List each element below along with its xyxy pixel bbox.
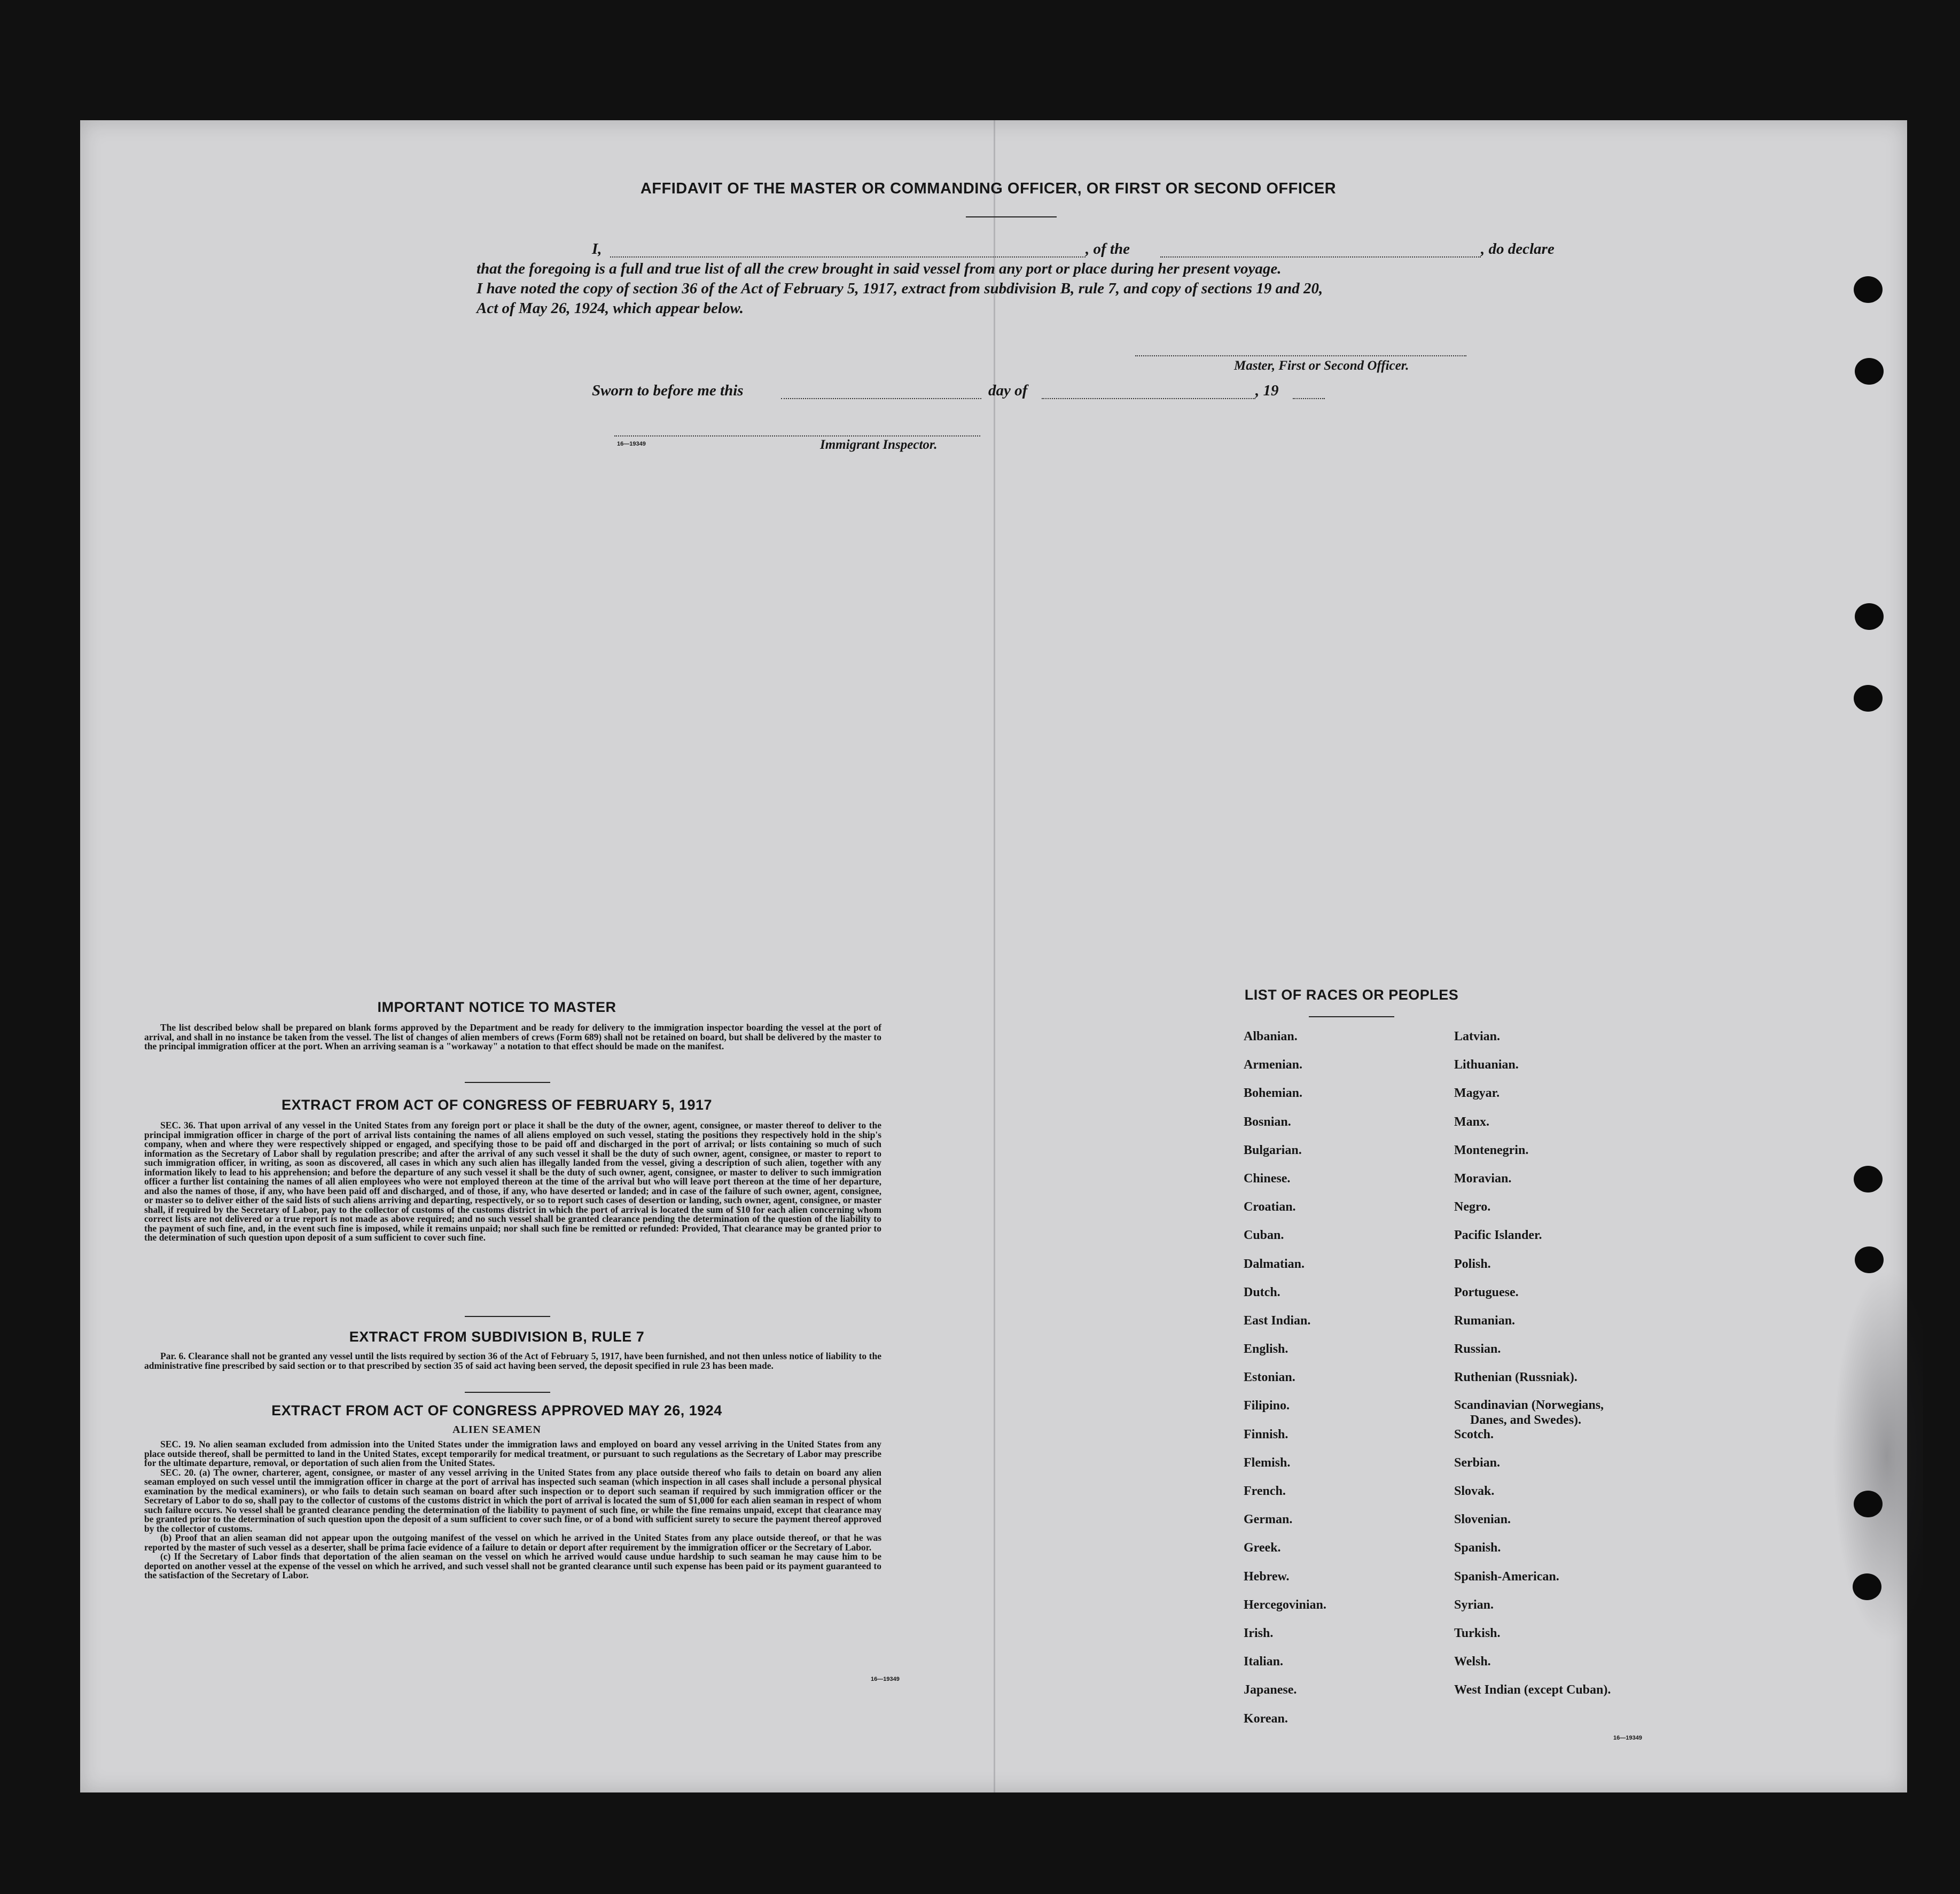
race-item: Spanish-American. [1454, 1569, 1559, 1584]
races-rule [1309, 1016, 1394, 1017]
race-item: Hebrew. [1244, 1569, 1290, 1584]
master-signature-blank[interactable] [1135, 355, 1466, 356]
race-item: Slovak. [1454, 1484, 1495, 1498]
extract-1917-text: SEC. 36. That upon arrival of any vessel in the United States from any foreign port or place it shall be the duty of the owner, agent, consignee, or master thereof to deliver to the principal immigration officer in charge of the port of arrival lists containing the names of all aliens employed on such vessel, stating the positions they respectively hold in the ship's company, when and where they were respectively shipped or engaged, and specifying those to be paid off and discharged in the port of arrival; or lists containing so much of such information as the Secretary of Labor shall by regulation prescribe; and after the arrival of any such vessel it shall be the duty of such owner, agent, consignee, or master to report to such immigration officer, in writing, as soon as discovered, all cases in which any such alien has illegally landed from the vessel, giving a description of such alien, together with any information likely to lead to his apprehension; and before the departure of any such vessel it shall be the duty of such owner, agent, consignee, or master to deliver to such immigration officer a further list containing the names of all alien employees who were not employed thereon at the time of the arrival but who will leave port thereon at the time of her departure, and also the names of those, if any, who have been paid off and discharged, and of those, if any, who have deserted or landed; and in case of the failure of such owner, agent, consignee, or master so to deliver either of the said lists of such aliens arriving and departing, respectively, or so to report such cases of desertion or landing, such owner, agent, consignee, or master shall, if required by the Secretary of Labor, pay to the collector of customs of the customs district in which the port of arrival is located the sum of $10 for each alien concerning whom correct lists are not delivered or a true report is not made as above required; and no such vessel shall be granted clearance pending the determination of the question of the liability to the payment of such fine, and, in the event such fine is imposed, while it remains unpaid; nor shall such fine be remitted or refunded: Provided, That clearance may be granted prior to the determination of such question upon deposit of a sum sufficient to cover such fine. [144, 1120, 881, 1243]
binder-hole-icon [1854, 276, 1883, 303]
races-left-column [1244, 1028, 1326, 1739]
name-blank[interactable] [610, 256, 1086, 258]
race-item: Cuban. [1244, 1228, 1284, 1243]
race-item: German. [1244, 1513, 1293, 1527]
race-item: Finnish. [1244, 1427, 1289, 1441]
extract-1924-title: EXTRACT FROM ACT OF CONGRESS APPROVED MAY 26, 1924 [271, 1402, 722, 1418]
race-item: English. [1244, 1342, 1289, 1357]
document-sheet [80, 120, 1907, 1792]
month-blank[interactable] [1042, 398, 1255, 399]
race-item: Welsh. [1454, 1655, 1491, 1669]
master-signature-label: Master, First or Second Officer. [1234, 358, 1409, 373]
extract-rule7-title: EXTRACT FROM SUBDIVISION B, RULE 7 [349, 1329, 645, 1345]
extract-1917-title: EXTRACT FROM ACT OF CONGRESS OF FEBRUARY 5, 1917 [281, 1097, 713, 1113]
race-item: Albanian. [1244, 1030, 1298, 1043]
race-item: Japanese. [1244, 1683, 1297, 1697]
page-fold-line [994, 120, 995, 1792]
sec-20c-paragraph: (c) If the Secretary of Labor finds that deportation of the alien seaman on the vessel on which he arrived would cause undue hardship to such seaman he may cause him to be deported on another vessel at the expense of the vessel on which he arrived, and such vessel shall not be granted clearance until such expense has been paid or its payment guaranteed to the satisfaction of the Secretary of Labor. [144, 1551, 881, 1580]
sworn-label: Sworn to before me this [592, 382, 744, 399]
binder-hole-icon [1853, 1573, 1881, 1600]
extract-1924-subtitle: ALIEN SEAMEN [452, 1424, 541, 1436]
race-item: Pacific Islander. [1454, 1228, 1542, 1243]
race-item: Negro. [1454, 1200, 1491, 1214]
race-item: Serbian. [1454, 1455, 1501, 1470]
year-blank[interactable] [1293, 398, 1325, 399]
binder-hole-icon [1855, 1246, 1884, 1273]
day-blank[interactable] [781, 398, 981, 399]
section-rule [465, 1392, 550, 1393]
race-item: Magyar. [1454, 1086, 1500, 1101]
races-right-column [1454, 1028, 1611, 1711]
race-item: Bulgarian. [1244, 1143, 1302, 1157]
binder-hole-icon [1855, 603, 1884, 630]
extract-form-number: 16—19349 [871, 1676, 900, 1682]
race-item: Russian. [1454, 1342, 1501, 1357]
race-item: Flemish. [1244, 1455, 1291, 1470]
notice-text: The list described below shall be prepared on blank forms approved by the Department and be ready for delivery to the immigration inspector boarding the vessel at the port of arrival, and shall in no instance be taken from the vessel. The list of changes of alien members of crews (Form 689) shall not be retained on board, but shall be delivered by the master to the principal immigration officer at the port. When an arriving seaman is a "workaway" a notation to that effect should be made on the manifest. [144, 1022, 881, 1051]
race-item: Turkish. [1454, 1626, 1501, 1640]
race-item: Bohemian. [1244, 1086, 1303, 1101]
race-item: Chinese. [1244, 1171, 1291, 1186]
race-item: Hercegovinian. [1244, 1597, 1326, 1612]
race-item: Korean. [1244, 1711, 1288, 1726]
binder-hole-icon [1854, 1491, 1883, 1517]
race-item: Rumanian. [1454, 1313, 1516, 1328]
race-item: East Indian. [1244, 1313, 1311, 1328]
race-item: Irish. [1244, 1626, 1274, 1640]
race-item: Croatian. [1244, 1200, 1296, 1214]
section-rule [465, 1316, 550, 1317]
title-rule [966, 216, 1057, 217]
do-declare-label: , do declare [1481, 240, 1555, 258]
race-item: Portuguese. [1454, 1285, 1519, 1299]
race-item-scandinavian [1454, 1398, 1611, 1426]
extract-rule7-text: Par. 6. Clearance shall not be granted any vessel until the lists required by section 36 of the Act of February 5, 1917, have been furnished, and not then unless notice of liability to the administrative fine prescribed by said section or to that prescribed by section 35 of said act having been served, the deposit specified in rule 23 has been made. [144, 1351, 881, 1371]
extract-1924-text [144, 1440, 881, 1580]
of-the-label: , of the [1086, 240, 1130, 258]
race-item: French. [1244, 1484, 1286, 1498]
binder-hole-icon [1854, 685, 1883, 712]
race-item: Manx. [1454, 1114, 1489, 1129]
vessel-blank[interactable] [1160, 256, 1481, 258]
race-item: Dutch. [1244, 1285, 1280, 1299]
day-of-label: day of [988, 382, 1028, 399]
race-item: Spanish. [1454, 1541, 1501, 1555]
binder-hole-icon [1855, 358, 1884, 385]
race-item-line: Danes, and Swedes). [1470, 1413, 1582, 1428]
race-item: Syrian. [1454, 1597, 1494, 1612]
affidavit-title: AFFIDAVIT OF THE MASTER OR COMMANDING OFFICER, OR FIRST OR SECOND OFFICER [640, 180, 1337, 197]
race-item: Filipino. [1244, 1399, 1290, 1413]
affidavit-line-3: I have noted the copy of section 36 of the Act of February 5, 1917, extract from subdivision B, rule 7, and copy of sections 19 and 20, [477, 280, 1323, 297]
race-item: Greek. [1244, 1541, 1281, 1555]
sec-20b-paragraph: (b) Proof that an alien seaman did not appear upon the outgoing manifest of the vessel on which he arrived in the United States from any place outside thereof, or that he was reported by the master of such vessel as a deserter, shall be prima facie evidence of a failure to detain or deport after requirement by the immigration officer or the Secretary of Labor. [144, 1532, 881, 1553]
race-item: Scotch. [1454, 1427, 1494, 1441]
race-item: Latvian. [1454, 1030, 1501, 1043]
inspector-signature-blank[interactable] [614, 435, 980, 437]
races-form-number: 16—19349 [1613, 1735, 1642, 1741]
race-item: Bosnian. [1244, 1114, 1291, 1129]
race-item: Slovenian. [1454, 1513, 1511, 1527]
year-label: , 19 [1255, 382, 1279, 399]
race-item: Polish. [1454, 1257, 1491, 1271]
notice-title: IMPORTANT NOTICE TO MASTER [377, 999, 616, 1015]
race-item: Armenian. [1244, 1058, 1302, 1072]
i-label: I, [592, 240, 602, 258]
race-item: West Indian (except Cuban). [1454, 1683, 1611, 1697]
race-item: Lithuanian. [1454, 1058, 1519, 1072]
race-item: Italian. [1244, 1655, 1284, 1669]
race-item: Estonian. [1244, 1370, 1295, 1385]
sec-20a-paragraph: SEC. 20. (a) The owner, charterer, agent, consignee, or master of any vessel arriving in the United States from any place outside thereof who fails to detain on board any alien seaman employed on such vessel until the immigration officer in charge at the port of arrival has inspected such seaman (which inspection in all cases shall include a personal physical examination by the medical examiners), or who fails to detain such seaman on board after such inspection or to deport such seaman if required by such immigration officer or the Secretary of Labor to do so, shall pay to the collector of customs of the customs district in which the port of arrival is located the sum of $1,000 for each alien seaman in respect of whom such failure occurs. No vessel shall be granted clearance pending the determination of the liability to payment of such fine, or while the fine remains unpaid, except that clearance may be granted prior to the determination of such question upon the deposit of a sum sufficient to cover such fine, or of a bond with sufficient surety to secure the payment thereof approved by the collector of customs. [144, 1467, 881, 1534]
race-item: Dalmatian. [1244, 1257, 1305, 1271]
section-rule [465, 1082, 550, 1083]
race-item: Montenegrin. [1454, 1143, 1529, 1157]
binder-hole-icon [1854, 1166, 1883, 1192]
race-item: Moravian. [1454, 1171, 1512, 1186]
affidavit-line-4: Act of May 26, 1924, which appear below. [477, 300, 744, 317]
sec-19-paragraph: SEC. 19. No alien seaman excluded from admission into the United States under the immigration laws and employed on board any vessel arriving in the United States from any place outside thereof, shall be permitted to land in the United States, except temporarily for medical treatment, or pursuant to such regulations as the Secretary of Labor may prescribe for the ultimate departure, removal, or deportation of such alien from the United States. [144, 1439, 881, 1468]
affidavit-line-2: that the foregoing is a full and true list of all the crew brought in said vessel from any port or place during her present voyage. [477, 260, 1282, 277]
race-item: Ruthenian (Russniak). [1454, 1370, 1578, 1385]
affidavit-form-number: 16—19349 [617, 441, 646, 447]
races-title: LIST OF RACES OR PEOPLES [1244, 987, 1459, 1003]
inspector-label: Immigrant Inspector. [820, 438, 938, 452]
race-item-line: Scandinavian (Norwegians, [1454, 1398, 1604, 1413]
